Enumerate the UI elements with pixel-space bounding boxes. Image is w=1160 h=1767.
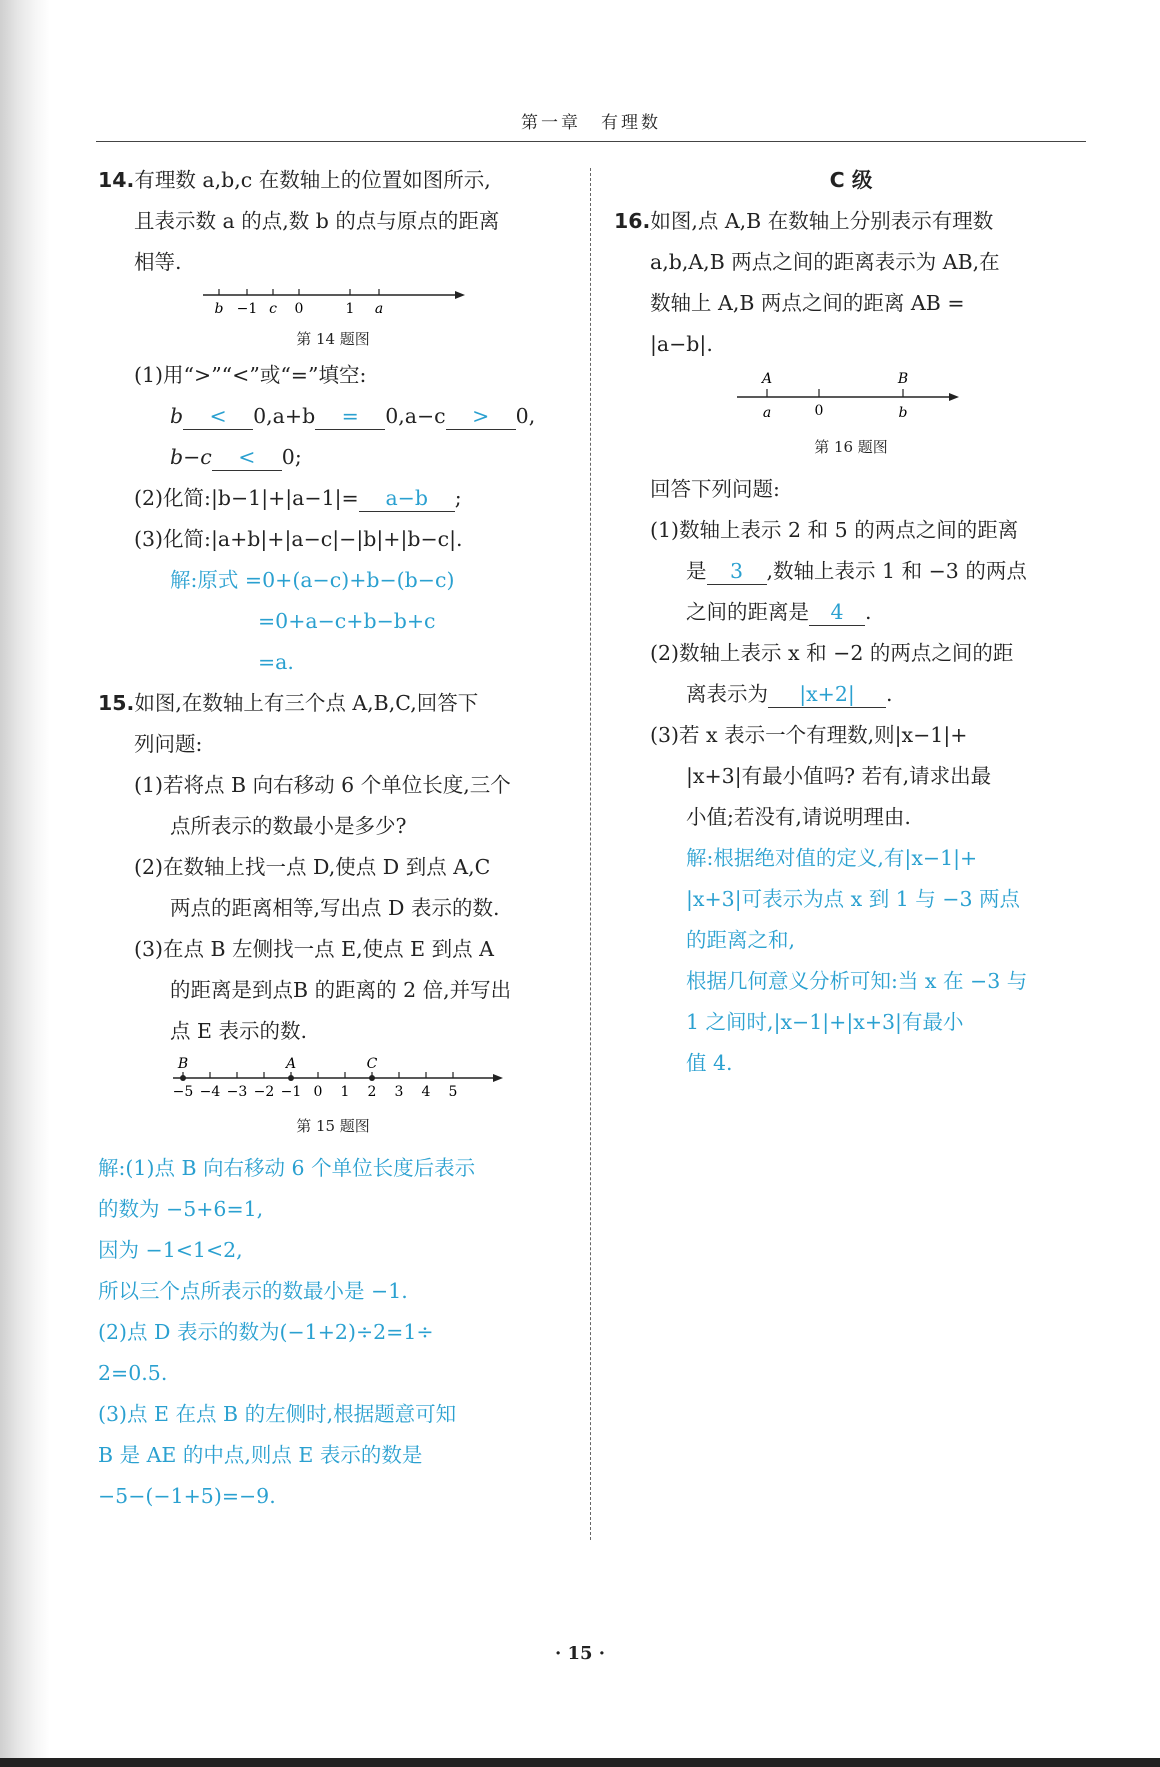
q14-blank-5: a−b xyxy=(359,485,455,512)
q14-blank-3: > xyxy=(446,403,516,430)
q16-blank-2: 4 xyxy=(809,599,865,626)
q15-number-line-figure xyxy=(153,1054,513,1110)
q15-part1-line1: (1)若将点 B 向右移动 6 个单位长度,三个 xyxy=(134,773,511,797)
q16-label-A: A xyxy=(761,371,773,387)
page-edge-shadow xyxy=(0,0,50,1767)
q16-p1-l3-post: . xyxy=(865,600,872,624)
q16-p2-l2-post: . xyxy=(886,682,893,706)
q15-part2-line2: 两点的距离相等,写出点 D 表示的数. xyxy=(170,896,500,920)
q16-stem-line-2: a,b,A,B 两点之间的距离表示为 AB,在 xyxy=(650,250,1000,274)
q16-number: 16. xyxy=(614,209,651,233)
q16-p1-l2-post: ,数轴上表示 1 和 −3 的两点 xyxy=(766,559,1027,583)
q15-point-A xyxy=(288,1075,294,1081)
q16-blank-1: 3 xyxy=(707,558,767,585)
q14-stem-line-1 xyxy=(98,160,568,201)
q15-tick-label: −5 xyxy=(172,1084,194,1100)
q15-tick-label: 4 xyxy=(421,1084,431,1100)
q16-stem-line-1 xyxy=(614,201,1088,242)
q14-p1-text3: 0,a−c xyxy=(385,404,446,428)
q15-part2-line1: (2)在数轴上找一点 D,使点 D 到点 A,C xyxy=(134,855,491,879)
q15-solution-line-1: 解:(1)点 B 向右移动 6 个单位长度后表示 xyxy=(98,1156,476,1180)
q15-part3-line2: 的距离是到点B 的距离的 2 倍,并写出 xyxy=(170,978,512,1002)
q14-p1-text1: b xyxy=(170,404,184,428)
q14-p2-text: (2)化简:|b−1|+|a−1|= xyxy=(134,486,359,510)
q14-stem-line-2: 且表示数 a 的点,数 b 的点与原点的距离 xyxy=(134,209,500,233)
q14-label-m1: −1 xyxy=(236,301,258,317)
q15-part1-line2: 点所表示的数最小是多少? xyxy=(170,814,407,838)
q15-solution-line-9: −5−(−1+5)=−9. xyxy=(98,1484,276,1508)
q16-part3-line1: (3)若 x 表示一个有理数,则|x−1|+ xyxy=(650,723,968,747)
q16-blank-3: |x+2| xyxy=(768,681,886,708)
q14-number-line-figure xyxy=(193,287,473,323)
section-title: C 级 xyxy=(829,168,873,192)
q14-label-1: 1 xyxy=(345,301,355,317)
q15-tick-label: 5 xyxy=(448,1084,458,1100)
q15-solution-line-8: B 是 AE 的中点,则点 E 表示的数是 xyxy=(98,1443,423,1467)
chapter-header: 第一章 有理数 xyxy=(521,113,661,133)
q16-p1-l2-pre: 是 xyxy=(686,559,707,583)
q15-tick-label: −4 xyxy=(199,1084,221,1100)
q16-solution-line-5: 1 之间时,|x−1|+|x+3|有最小 xyxy=(686,1010,964,1034)
q16-solution-line-4: 根据几何意义分析可知:当 x 在 −3 与 xyxy=(686,969,1028,993)
q15-tick-label: −3 xyxy=(226,1084,248,1100)
q14-label-0: 0 xyxy=(294,301,304,317)
q14-label-c: c xyxy=(269,301,277,317)
q14-caption: 第 14 题图 xyxy=(296,330,370,348)
q15-part3-line1: (3)在点 B 左侧找一点 E,使点 E 到点 A xyxy=(134,937,494,961)
q16-part2-line2 xyxy=(614,674,1088,715)
q14-part3: (3)化简:|a+b|+|a−c|−|b|+|b−c|. xyxy=(134,527,463,551)
q15-solution-line-2: 的数为 −5+6=1, xyxy=(98,1197,264,1221)
q14-blank-1: < xyxy=(183,403,253,430)
q16-solution-line-2: |x+3|可表示为点 x 到 1 与 −3 两点 xyxy=(686,887,1021,911)
q16-p2-l2-pre: 离表示为 xyxy=(686,682,768,706)
q15-label-B: B xyxy=(177,1056,189,1072)
q16-intro: 回答下列问题: xyxy=(650,477,780,501)
q15-solution-line-6: 2=0.5. xyxy=(98,1361,168,1385)
bottom-scan-edge xyxy=(0,1758,1160,1767)
q16-part3-line2: |x+3|有最小值吗? 若有,请求出最 xyxy=(686,764,992,788)
q16-stem-line-4: |a−b|. xyxy=(650,332,713,356)
q15-stem-line-2: 列问题: xyxy=(134,732,203,756)
left-column xyxy=(98,160,568,1517)
q16-caption: 第 16 题图 xyxy=(814,438,888,456)
right-column xyxy=(614,160,1088,1084)
q14-p2-end: ; xyxy=(454,486,462,510)
q14-p1l2-text1: b−c xyxy=(170,445,212,469)
q15-part3-line3: 点 E 表示的数. xyxy=(170,1019,308,1043)
q15-tick-label: 0 xyxy=(313,1084,323,1100)
q15-tick-label: 2 xyxy=(367,1084,377,1100)
q14-solution-line-1: 解:原式 =0+(a−c)+b−(b−c) xyxy=(170,568,455,592)
q16-part1-line2 xyxy=(614,551,1088,592)
q16-stem-text-1: 如图,点 A,B 在数轴上分别表示有理数 xyxy=(650,209,994,233)
q15-point-B xyxy=(180,1075,186,1081)
q14-part1-line1 xyxy=(98,396,568,437)
header-rule xyxy=(96,141,1086,142)
q16-solution-line-6: 值 4. xyxy=(686,1051,733,1075)
q16-solution-line-3: 的距离之和, xyxy=(686,928,796,952)
q14-blank-4: < xyxy=(212,444,282,471)
q14-stem-line-3: 相等. xyxy=(134,250,182,274)
q14-part1: (1)用“>”“<”或“=”填空: xyxy=(134,363,367,387)
q14-stem-text-1: 有理数 a,b,c 在数轴上的位置如图所示, xyxy=(134,168,491,192)
q15-stem-line-1 xyxy=(98,683,568,724)
q14-solution-line-2: =0+a−c+b−b+c xyxy=(258,609,436,633)
q15-caption: 第 15 题图 xyxy=(296,1117,370,1135)
q15-label-A: A xyxy=(285,1056,297,1072)
q15-solution-line-4: 所以三个点所表示的数最小是 −1. xyxy=(98,1279,408,1303)
q15-tick-label: 1 xyxy=(340,1084,350,1100)
q16-part1-line3 xyxy=(614,592,1088,633)
q14-label-a: a xyxy=(374,301,384,317)
q15-ticks-group xyxy=(173,1072,458,1100)
q15-axis-arrow xyxy=(493,1074,503,1082)
q14-part1-line2 xyxy=(98,437,568,478)
q15-solution-line-7: (3)点 E 在点 B 的左侧时,根据题意可知 xyxy=(98,1402,457,1426)
q16-label-B: B xyxy=(897,371,909,387)
q16-number-line-figure xyxy=(731,371,971,431)
q16-part1-line1: (1)数轴上表示 2 和 5 的两点之间的距离 xyxy=(650,518,1019,542)
q14-p1-text2: 0,a+b xyxy=(253,404,316,428)
q15-point-C xyxy=(369,1075,375,1081)
q14-p1l2-text2: 0; xyxy=(281,445,302,469)
q14-number: 14. xyxy=(98,168,135,192)
q16-axis-arrow xyxy=(949,393,959,401)
q15-tick-label: −1 xyxy=(280,1084,302,1100)
q16-label-b: b xyxy=(898,405,908,421)
q15-label-C: C xyxy=(366,1056,378,1072)
q14-label-b: b xyxy=(214,301,224,317)
q15-number: 15. xyxy=(98,691,135,715)
q15-tick-label: 3 xyxy=(394,1084,404,1100)
q16-part2-line1: (2)数轴上表示 x 和 −2 的两点之间的距 xyxy=(650,641,1014,665)
q16-part3-line3: 小值;若没有,请说明理由. xyxy=(686,805,911,829)
q15-solution-line-5: (2)点 D 表示的数为(−1+2)÷2=1÷ xyxy=(98,1320,434,1344)
q14-solution-line-3: =a. xyxy=(258,650,294,674)
q16-label-0: 0 xyxy=(814,403,824,419)
q14-blank-2: = xyxy=(315,403,385,430)
q16-stem-line-3: 数轴上 A,B 两点之间的距离 AB = xyxy=(650,291,965,315)
q16-label-a: a xyxy=(762,405,772,421)
q14-p1-text4: 0, xyxy=(515,404,536,428)
q15-stem-text-1: 如图,在数轴上有三个点 A,B,C,回答下 xyxy=(134,691,479,715)
q14-part2 xyxy=(98,478,568,519)
q16-p1-l3-pre: 之间的距离是 xyxy=(686,600,809,624)
q14-axis-arrow xyxy=(455,291,465,299)
q15-tick-label: −2 xyxy=(253,1084,275,1100)
q16-solution-line-1: 解:根据绝对值的定义,有|x−1|+ xyxy=(686,846,978,870)
q15-solution-line-3: 因为 −1<1<2, xyxy=(98,1238,243,1262)
column-divider xyxy=(590,168,591,1540)
page-number: · 15 · xyxy=(554,1643,606,1664)
